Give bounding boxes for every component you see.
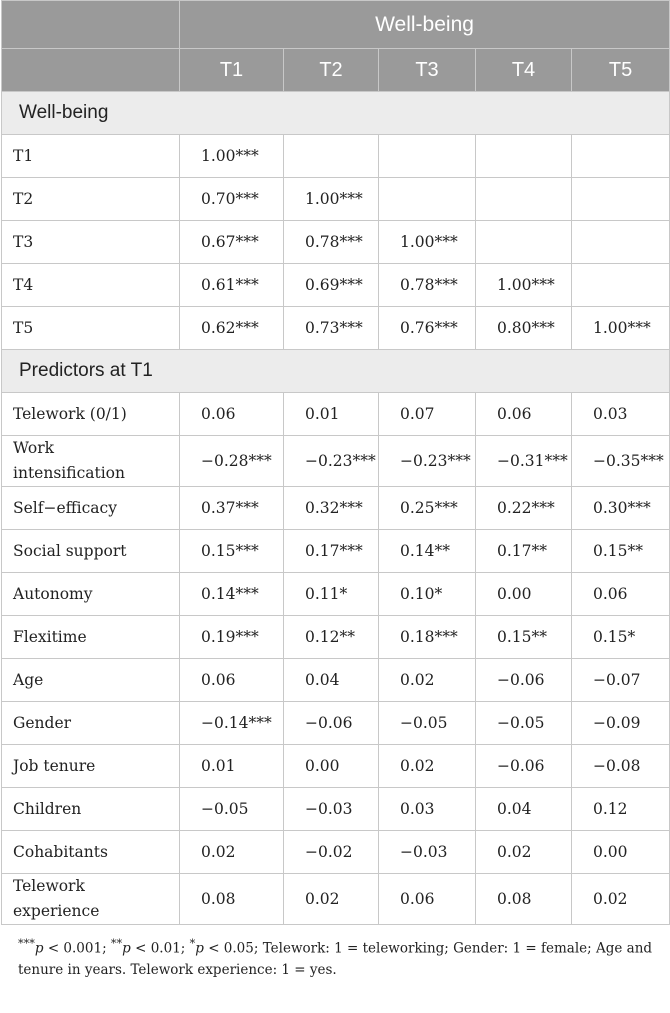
table-cell: 0.07: [379, 393, 476, 436]
table-cell: −0.05: [180, 788, 284, 831]
table-row: [2, 659, 670, 702]
table-cell: 0.03: [572, 393, 670, 436]
row-label: Age: [2, 659, 180, 702]
table-cell: 0.22***: [476, 487, 572, 530]
table-cell: 0.02: [180, 831, 284, 874]
column-header-t2: T2: [284, 49, 379, 92]
table-cell: −0.02: [284, 831, 379, 874]
table-cell: −0.35***: [572, 436, 670, 487]
table-cell: 0.70***: [180, 178, 284, 221]
table-cell: 0.08: [180, 874, 284, 925]
table-cell: 0.25***: [379, 487, 476, 530]
table-cell: 0.03: [379, 788, 476, 831]
table-cell: 0.37***: [180, 487, 284, 530]
table-cell: −0.06: [476, 659, 572, 702]
correlation-table: [1, 0, 670, 925]
table-cell: −0.09: [572, 702, 670, 745]
row-label: T5: [2, 307, 180, 350]
row-label: Autonomy: [2, 573, 180, 616]
table-cell: 1.00***: [572, 307, 670, 350]
table-cell: −0.05: [476, 702, 572, 745]
table-row: [2, 530, 670, 573]
row-label: Cohabitants: [2, 831, 180, 874]
table-row: [2, 135, 670, 178]
table-cell: 0.18***: [379, 616, 476, 659]
section-title: Predictors at T1: [2, 350, 670, 393]
table-cell: 0.04: [476, 788, 572, 831]
column-header-t5: T5: [572, 49, 670, 92]
table-row: [2, 745, 670, 788]
table-cell: 1.00***: [180, 135, 284, 178]
table-header: [2, 1, 670, 92]
table-cell: −0.31***: [476, 436, 572, 487]
table-cell: [572, 221, 670, 264]
table-cell: −0.08: [572, 745, 670, 788]
table-cell: 0.32***: [284, 487, 379, 530]
table-cell: 0.02: [572, 874, 670, 925]
section-title: Well-being: [2, 92, 670, 135]
table-cell: 0.80***: [476, 307, 572, 350]
table-cell: [572, 178, 670, 221]
table-cell: [476, 135, 572, 178]
column-header-t4: T4: [476, 49, 572, 92]
table-cell: −0.06: [284, 702, 379, 745]
table-cell: −0.06: [476, 745, 572, 788]
table-cell: 0.67***: [180, 221, 284, 264]
table-cell: −0.05: [379, 702, 476, 745]
table-footnote: ***p < 0.001; **p < 0.01; *p < 0.05; Telework: 1 = teleworking; Gender: 1 = female; Age and tenure in years. Telework experience: 1 = yes.: [18, 937, 653, 978]
row-label-line: intensification: [13, 464, 125, 482]
table-row: [2, 264, 670, 307]
table-cell: 0.76***: [379, 307, 476, 350]
table-cell: 0.02: [379, 745, 476, 788]
table-cell: 1.00***: [476, 264, 572, 307]
table-cell: 0.61***: [180, 264, 284, 307]
table-row: [2, 487, 670, 530]
table-cell: 0.15*: [572, 616, 670, 659]
table-row: [2, 788, 670, 831]
table-row: [2, 436, 670, 487]
row-label: Job tenure: [2, 745, 180, 788]
table-cell: −0.23***: [284, 436, 379, 487]
row-label-line: Work: [13, 439, 55, 457]
table-cell: −0.03: [379, 831, 476, 874]
table-cell: 0.10*: [379, 573, 476, 616]
row-label-line: experience: [13, 902, 100, 920]
table-cell: −0.14***: [180, 702, 284, 745]
column-header-t3: T3: [379, 49, 476, 92]
header-group-label: Well-being: [180, 1, 670, 49]
table-row: [2, 616, 670, 659]
table-cell: [572, 135, 670, 178]
table-row: [2, 831, 670, 874]
table-cell: [476, 221, 572, 264]
table-row: [2, 573, 670, 616]
row-label: Social support: [2, 530, 180, 573]
table-cell: [284, 135, 379, 178]
row-label: Telework (0/1): [2, 393, 180, 436]
header-corner-cell: [2, 49, 180, 92]
table-cell: 0.06: [180, 659, 284, 702]
table-cell: 0.06: [476, 393, 572, 436]
table-cell: 0.00: [284, 745, 379, 788]
table-cell: 0.17**: [476, 530, 572, 573]
table-row: [2, 307, 670, 350]
table-row: [2, 874, 670, 925]
table-cell: 0.30***: [572, 487, 670, 530]
table-cell: [379, 135, 476, 178]
table-cell: 0.14**: [379, 530, 476, 573]
table-cell: −0.03: [284, 788, 379, 831]
table-cell: 0.73***: [284, 307, 379, 350]
table-cell: 0.69***: [284, 264, 379, 307]
section-header-row: [2, 92, 670, 135]
row-label: T4: [2, 264, 180, 307]
table-row: [2, 702, 670, 745]
row-label-line: Telework: [13, 877, 85, 895]
table-cell: 0.12**: [284, 616, 379, 659]
section-header-row: [2, 350, 670, 393]
table-cell: 0.06: [379, 874, 476, 925]
table-row: [2, 221, 670, 264]
table-cell: −0.23***: [379, 436, 476, 487]
table-cell: 0.15**: [572, 530, 670, 573]
table-cell: 0.02: [284, 874, 379, 925]
table-cell: 0.00: [572, 831, 670, 874]
table-cell: 0.00: [476, 573, 572, 616]
table-cell: 0.06: [180, 393, 284, 436]
column-header-t1: T1: [180, 49, 284, 92]
row-label: Self−efficacy: [2, 487, 180, 530]
table-cell: 0.78***: [379, 264, 476, 307]
table-cell: 0.15**: [476, 616, 572, 659]
table-cell: [379, 178, 476, 221]
row-label: [2, 436, 180, 487]
table-cell: 0.14***: [180, 573, 284, 616]
row-label: [2, 874, 180, 925]
table-cell: [476, 178, 572, 221]
table-cell: 0.08: [476, 874, 572, 925]
table-cell: 0.12: [572, 788, 670, 831]
table-cell: 0.01: [180, 745, 284, 788]
table-row: [2, 178, 670, 221]
table-cell: 1.00***: [284, 178, 379, 221]
table-row: [2, 393, 670, 436]
table-cell: 0.62***: [180, 307, 284, 350]
table-cell: 0.17***: [284, 530, 379, 573]
table-cell: −0.07: [572, 659, 670, 702]
table-cell: 0.19***: [180, 616, 284, 659]
table-body: [2, 92, 670, 925]
row-label: T2: [2, 178, 180, 221]
row-label: T3: [2, 221, 180, 264]
row-label: Flexitime: [2, 616, 180, 659]
table-cell: 1.00***: [379, 221, 476, 264]
table-cell: 0.01: [284, 393, 379, 436]
table-cell: 0.15***: [180, 530, 284, 573]
row-label: Children: [2, 788, 180, 831]
table-cell: 0.02: [476, 831, 572, 874]
table-cell: 0.78***: [284, 221, 379, 264]
table-cell: 0.04: [284, 659, 379, 702]
table-cell: 0.06: [572, 573, 670, 616]
table-cell: [572, 264, 670, 307]
table-cell: 0.02: [379, 659, 476, 702]
row-label: Gender: [2, 702, 180, 745]
row-label: T1: [2, 135, 180, 178]
table-cell: −0.28***: [180, 436, 284, 487]
header-corner-cell: [2, 1, 180, 49]
table-cell: 0.11*: [284, 573, 379, 616]
